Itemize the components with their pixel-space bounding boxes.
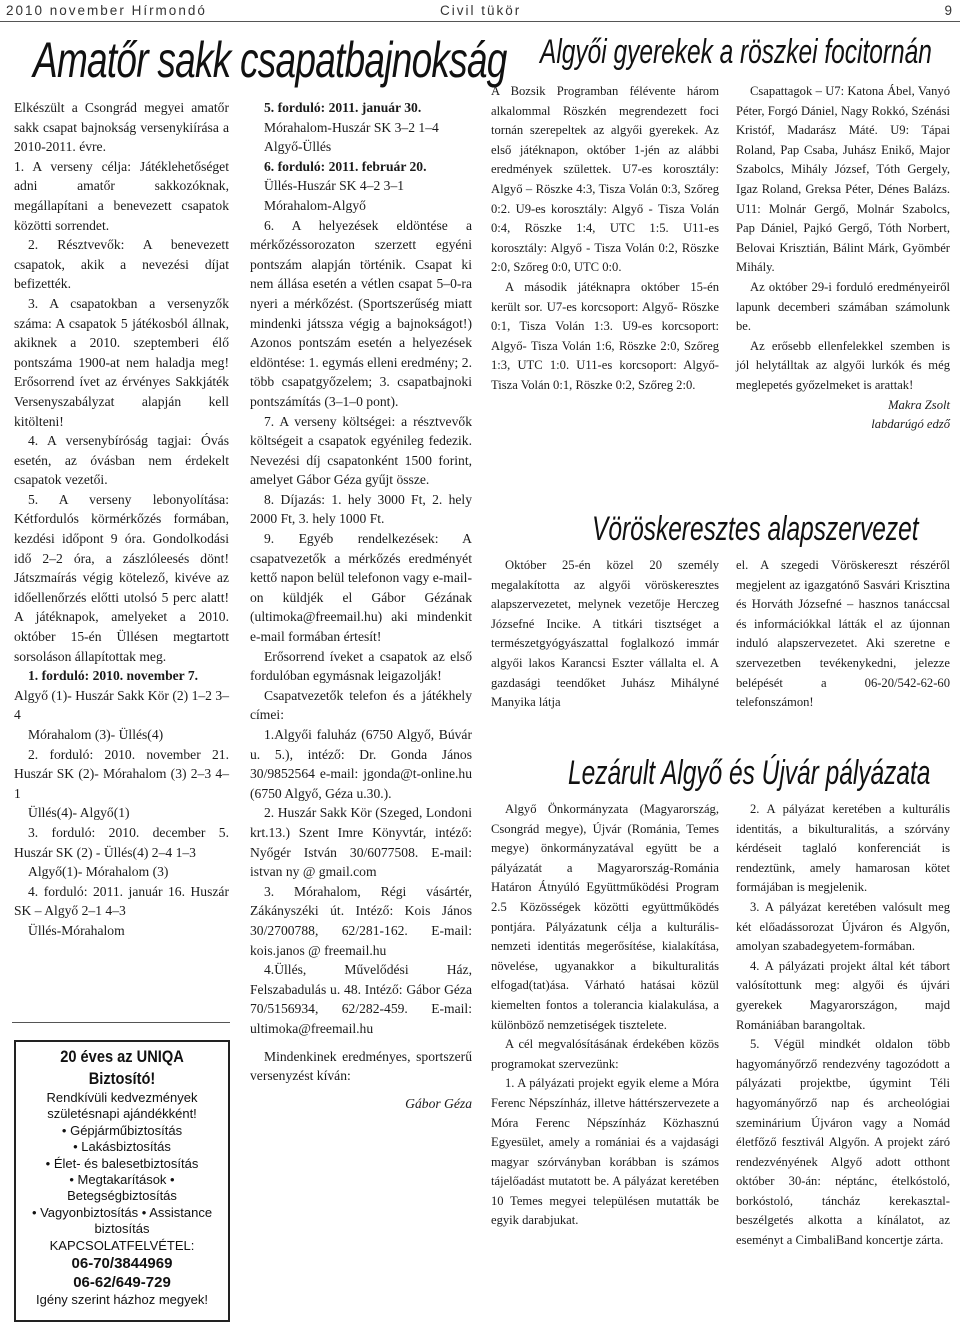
ad-line: • Vagyonbiztosítás • Assistance biztosítás <box>31 1204 213 1237</box>
foci-title: Algyői gyerekek a röszkei focitornán <box>540 33 932 71</box>
ad-line: • Gépjárműbiztosítás <box>61 1122 183 1138</box>
palyazat-para: 1. A pályázati projekt egyik eleme a Móra Ferenc Népszínház, illetve háttérszervezete a Móra Ferenc Népszínház Közhasznú Egyesület, amely a romániai és a vajdasági magyar szórványban korábban is számos tájelőadást mutatott be. A pályázat keretében 10 Temes megyei településen mutatták be egyik darabjukat. <box>491 1076 719 1228</box>
ad-line: • Megtakarítások • Betegségbiztosítás <box>67 1172 177 1204</box>
foci-para: A Bozsik Programban félévente három alkalommal Röszkén megrendezett foci tornán szerepeltek az algyői gyerekek. Az első játéknapon, október 1-jén az alábbi eredmények születtek. U7-es korosztály: Algyő – Röszke 4:3, Tisza Volán 0:3, Szőreg 0:2. U9-es korosztály: Algyő - Tisza Volán 0:4, Röszke 1:4, UTC 1:5. U11-es korosztály: Algyő - Tisza Volán 0:2, Röszke 2:0, Szőreg 0:0, UTC 0:0. <box>491 84 719 275</box>
foci-right-column <box>736 82 950 435</box>
sakk-round: 2. forduló: 2010. november 21. Huszár SK (2)- Mórahalom (3) 2–3 4–1 <box>14 746 229 801</box>
page-number: 9 <box>944 3 954 18</box>
sakk-para: Erősorrend íveket a csapatok az első fordulóban egymásnak leigazolják! <box>250 648 472 684</box>
foci-left-column <box>491 82 719 396</box>
page-header <box>0 0 960 22</box>
voros-left-column <box>491 556 719 713</box>
sakk-contact: 4.Üllés, Művelődési Ház, Felszabadulás u. 48. Intéző: Gábor Géza 70/5156934, 62/282-459. E-mail: ultimoka@freemail.hu <box>250 962 472 1036</box>
sakk-closing: Mindenkinek eredményes, sportszerű versenyzést kíván: <box>250 1048 472 1084</box>
palyazat-right-column <box>736 800 950 1251</box>
foci-para: Csapattagok – U7: Katona Ábel, Vanyó Péter, Forgó Dániel, Nagy Rokkó, Szénási Kristóf, Madarász Máté. U9: Tápai Roland, Pap Csaba, Juhász Enikő, Major Szabolcs, Mihály József, Tóth Gergely, Igaz Roland, Greksa Péter, Dénes Balázs. U11: Molnár Gergő, Molnár Szabolcs, Pap Dániel, Pajkó Gergő, Tóth Norbert, Belovai Krisztián, Bálint Márk, Gyömbér Mihály. <box>736 84 950 275</box>
sakk-title: Amatőr sakk csapatbajnokság <box>33 32 507 88</box>
foci-para: Az október 29-i forduló eredményeiről lapunk decemberi számában számolunk be. <box>736 279 950 334</box>
sakk-para: 3. A csapatokban a versenyzők száma: A csapatok 5 játékosból állnak, akiknek a 2010. szeptemberi élő pontszáma 1900-at nem haladja meg! Erősorrend ívet az érvényes Sakkjáték Versenyszabályzat alapján kell kitölteni! <box>14 295 229 429</box>
foci-para: Az erősebb ellenfelekkel szemben is jól helytálltak az algyői lurkók és még meglepetés győzelmeket is arattak! <box>736 338 950 392</box>
sakk-para: 5. A verseny lebonyolítása: Kétfordulós körmérkőzés formában, kezdési időpont 9 óra. Gondolkodási idő 2–2 óra, a zászlóleesés dönt! Játszmaírás végig kötelező, kivéve az időellenőrzés előtti utolsó 5 perc alatt! A játéknapok, amelyeket a 2010. október 15-én Üllésen megtartott sorsoláson állapítottak meg. <box>14 491 229 664</box>
sakk-para: 6. A helyezések eldöntése a mérkőzéssorozaton szerzett egyéni pontszám alapján történik. Csapat ki nem állása esetén a vétlen csapat 5–0-ra nyeri a mérkőzést. (Sportszerűség miatt mindenki játssza végig a bajnokságot!) Azonos pontszám esetén a helyezések eldöntése: 1. egymás elleni eredmény; 2. több csapatgyőzelem; 3. csapatbajnoki pontszámítás (3–1–0 pont). <box>250 217 472 409</box>
voros-title: Vöröskeresztes alapszervezet <box>592 510 919 548</box>
sakk-para: Csapatvezetők telefon és a játékhely címei: <box>250 687 472 723</box>
palyazat-para: 5. Végül mindkét oldalon több hagyományőrző rendezvény tagozódott a pályázati projektbe, úgymint Téli hagyományőrző nap és archeológiai szeminárium Újváron vagy a Nomád életfőző fesztivál Algyőn. A projekt záró rendezvényének Algyő adott otthont október 30-án: néptánc, ételkóstoló, borkóstoló, táncház kerekasztal-beszélgetés alkotta a kínálatot, az eseményt a CimbaliBand koncertje zárta. <box>736 1037 950 1248</box>
sakk-left-column <box>14 98 229 941</box>
sakk-contact: 1.Algyői faluház (6750 Algyő, Búvár u. 5.), intéző: Dr. Gonda János 30/9852564 e-mail: jgonda@t-online.hu (6750 Algyő, Géza u.30.). <box>250 727 472 801</box>
ad-phone: 06-70/3844969 <box>71 1255 173 1273</box>
uniqa-ad <box>14 1040 230 1322</box>
sakk-para: 1. A verseny célja: Játéklehetőséget adni amatőr sakkozóknak, megállapítani a benevezett csapatok közötti sorrendet. <box>14 158 229 233</box>
sakk-match: Algyő (1)- Huszár Sakk Kör (2) 1–2 3–4 <box>14 687 229 723</box>
palyazat-para: Algyő Önkormányzata (Magyarország, Csongrád megye), Újvár (Románia, Temes megye) önkormányzatával együtt be a pályázatát a Magyarország-Románia Határon Átnyúló Együttműködési Program 2.5 Közösségek közötti együttműködés pontjára. Pályázatunk célja a kulturális-nemzeti identitás megerősítése, kialakítása, növelése, ugyanakkor a bikulturalitás elfogad(tat)ása. Várható hatásai közül kiemelten fontos a tolerancia kialakulása, a különböző nemzetiségek tisztelete. <box>491 802 719 1032</box>
ad-line: • Élet- és balesetbiztosítás <box>45 1155 199 1171</box>
sakk-match: Mórahalom-Algyő <box>264 197 366 213</box>
voros-para: el. A szegedi Vöröskereszt részéről megjelent az igazgatónő Sasvári Krisztina és Horváth Józsefné – hasznos tanáccsal és információkkal látták el az újonnan induló alapszervezetet. Aki szeretne e szervezetben tevékenykedni, jelezze belépését a 06-20/542-62-60 telefonszámon! <box>736 558 950 710</box>
ad-footer: Igény szerint házhoz megyek! <box>36 1292 208 1308</box>
sakk-match: Üllés(4)- Algyő(1) <box>28 805 130 821</box>
foci-para: A második játéknapra október 15-én került sor. U7-es korcsoport: Algyő- Röszke 0:1, Tisza Volán 1:3. U9-es korcsoport: Algyő- Tisza Volán 1:6, Röszke 2:0, Szőreg 1:3, UTC 1:0. U11-es korcsoport: Algyő- Tisza Volán 0:1, Röszke 0:2, Szőreg 2:0. <box>491 279 719 392</box>
palyazat-left-column <box>491 800 719 1231</box>
sakk-round: 6. forduló: 2011. február 20. <box>264 158 427 174</box>
ad-line: Rendkívüli kedvezmények születésnapi ajándékként! <box>46 1090 198 1122</box>
palyazat-title: Lezárult Algyő és Újvár pályázata <box>568 754 931 792</box>
sakk-round: 5. forduló: 2011. január 30. <box>264 100 422 115</box>
palyazat-para: A cél megvalósításának érdekében közös programokat szervezünk: <box>491 1037 719 1071</box>
sakk-para: 9. Egyéb rendelkezések: A csapatvezetők a mérkőzés eredményét kettő napon belül telefonon vagy e-mail-on küldjék el Gábor Gézának (ultimoka@freemail.hu) aki mindenkit e-mail formában értesít! <box>250 531 472 645</box>
voros-para: Október 25-én közel 20 személy megalakította az algyői vöröskeresztes alapszervezetet, melynek vezetője Herczeg Józsefné Incike. A titkári tisztséget a természetgyógyászattal foglalkozó immár algyői lakos Karancsi Eszter vállalta el. A gazdasági teendőket Juhász Mihályné Manyika látja <box>491 558 719 710</box>
voros-right-column <box>736 556 950 713</box>
sakk-match: Üllés-Huszár SK 4–2 3–1 <box>264 178 405 194</box>
ad-line: • Lakásbiztosítás <box>73 1139 171 1155</box>
sakk-para: 8. Díjazás: 1. hely 3000 Ft, 2. hely 2000 Ft, 3. hely 1000 Ft. <box>250 491 472 527</box>
sakk-round: 1. forduló: 2010. november 7. <box>28 668 199 684</box>
foci-author-role: labdarúgó edző <box>871 417 950 432</box>
foci-author: Makra Zsolt <box>888 397 950 412</box>
sakk-mid-column <box>250 98 472 1113</box>
sakk-para: Elkészült a Csongrád megyei amatőr sakk csapat bajnokság versenykiírása a 2010-2011. évre. <box>14 100 229 155</box>
header-section: Civil tükör <box>440 3 522 18</box>
palyazat-para: 3. A pályázat keretében valósult meg két előadássorozat Újváron és Algyőn, amolyan szabadegyetem-formában. <box>736 899 950 954</box>
divider <box>12 1022 230 1023</box>
sakk-match: Mórahalom (3)- Üllés(4) <box>28 727 164 742</box>
header-issue: 2010 november Hírmondó <box>6 3 207 18</box>
ad-phone: 06-62/649-729 <box>73 1274 171 1292</box>
sakk-para: 2. Résztvevők: A benevezett csapatok, akik a nevezési díjat befizették. <box>14 237 229 292</box>
sakk-para: 7. A verseny költségei: a résztvevők költségeit a csapatok egyénileg fedezik. Nevezési díj csapatonként 1500 forint, amelyet Gábor Géza gyűjt össze. <box>250 413 472 488</box>
palyazat-para: 4. A pályázati projekt által két tábort valósítottunk meg: algyői és újvári gyerekek Magyarországon, majd Romániában barangoltak. <box>736 958 950 1032</box>
sakk-para: 4. A versenybíróság tagjai: Óvás esetén, az óvásban nem érdekelt csapatok vezetői. <box>14 433 229 488</box>
sakk-match: Algyő-Üllés <box>264 139 332 155</box>
sakk-round: 4. forduló: 2011. január 16. Huszár SK – Algyő 2–1 4–3 <box>14 883 229 919</box>
sakk-signature: Gábor Géza <box>405 1095 472 1111</box>
palyazat-para: 2. A pályázat keretében a kulturális identitás, a bikulturalitás, a szórvány kérdéseit taglaló konferenciát is rendeztünk, amely hamarosan kötet formájában is megjelenik. <box>736 802 950 895</box>
ad-line: KAPCSOLATFELVÉTEL: <box>49 1237 195 1253</box>
sakk-contact: 3. Mórahalom, Régi vásártér, Zákányszéki út. Intéző: Kois János 30/2700788, 62/281-162. E-mail: kois.janos @ freemail.hu <box>250 883 472 958</box>
sakk-match: Üllés-Mórahalom <box>28 922 125 938</box>
sakk-match: Mórahalom-Huszár SK 3–2 1–4 <box>264 119 439 135</box>
sakk-round: 3. forduló: 2010. december 5. Huszár SK (2) - Üllés(4) 2–4 1–3 <box>14 824 229 860</box>
sakk-match: Algyő(1)- Mórahalom (3) <box>28 864 169 880</box>
ad-title: 20 éves az UNIQA Biztosító! <box>60 1047 184 1088</box>
sakk-contact: 2. Huszár Sakk Kör (Szeged, Londoni krt.13.) Szent Imre Könyvtár, intéző: Nyőgér István 30/6077508. E-mail: istvan ny @ gmail.com <box>250 805 472 880</box>
